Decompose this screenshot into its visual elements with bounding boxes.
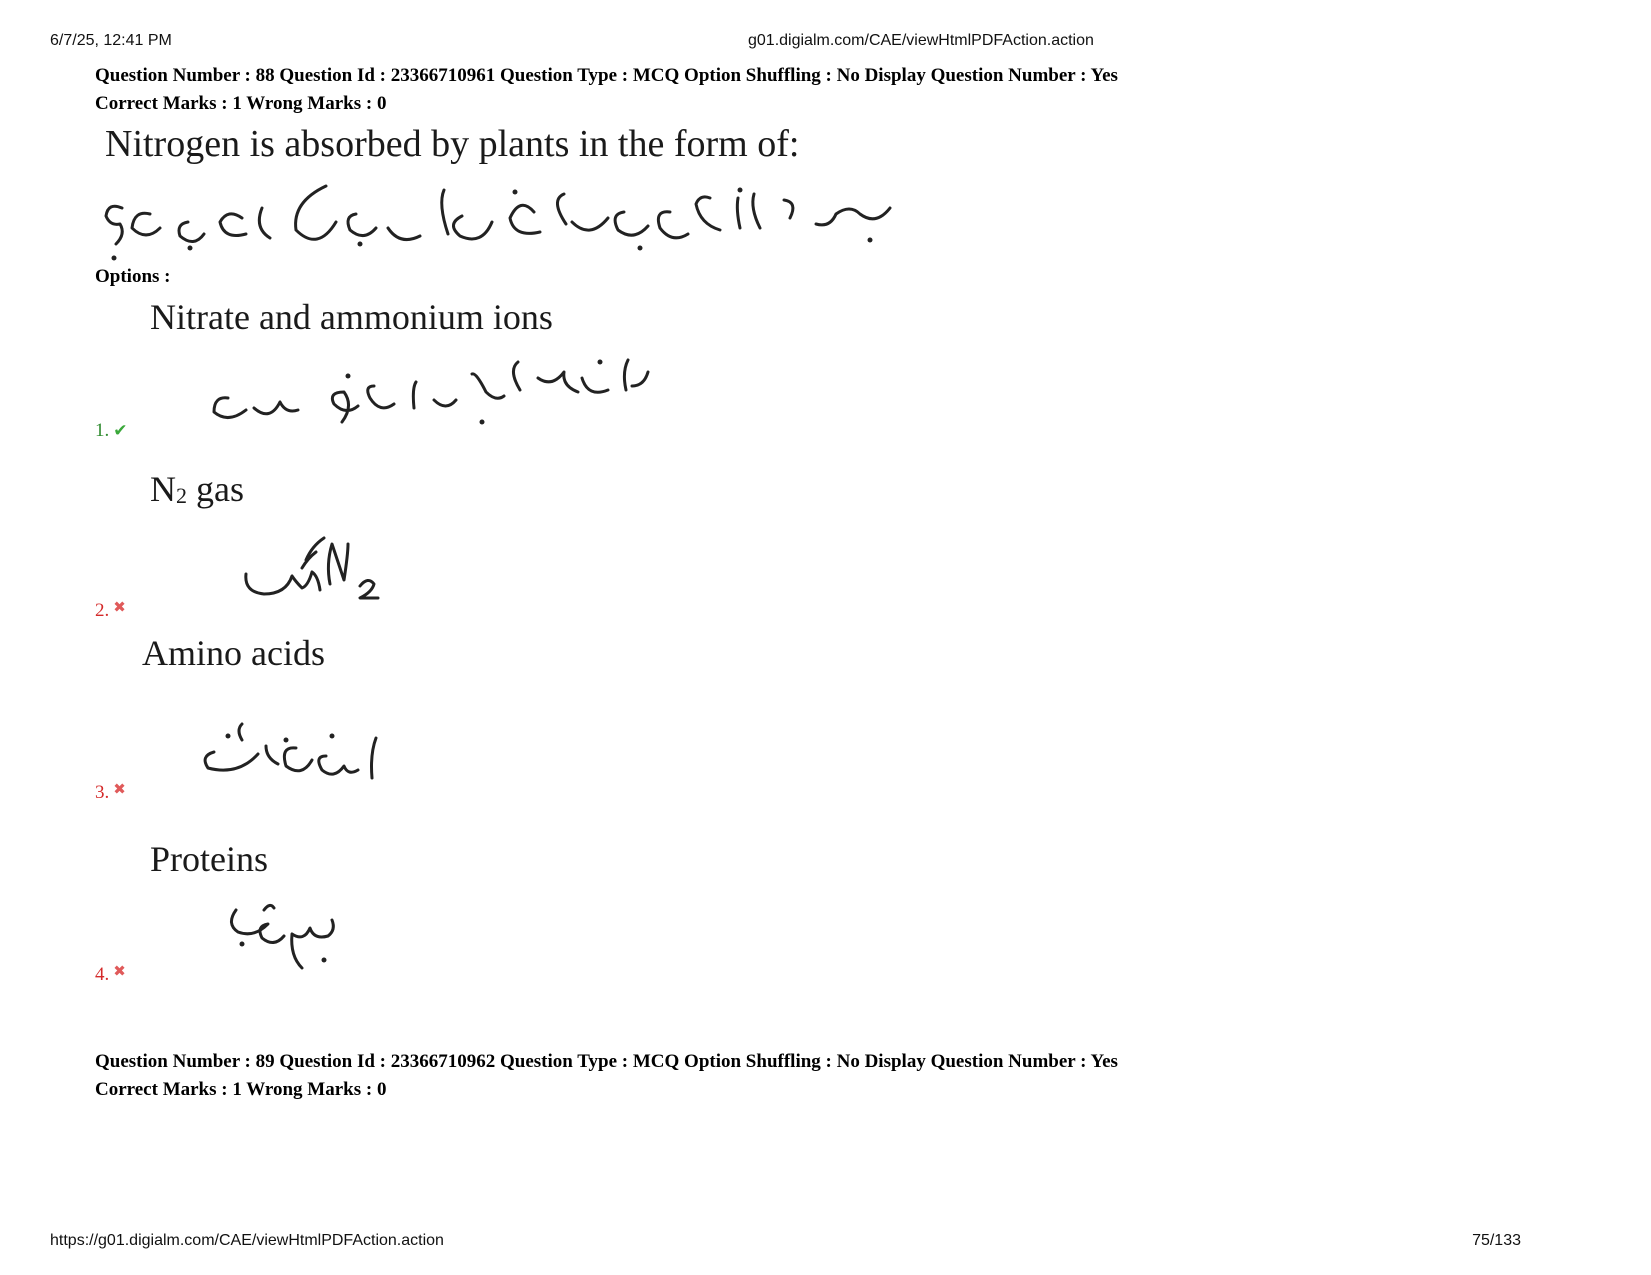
option-3-number: 3. ✖ — [95, 782, 126, 803]
option-2-urdu-handwritten — [240, 534, 400, 614]
option-4-number: 4. ✖ — [95, 964, 126, 985]
question-89-meta — [95, 1048, 1118, 1104]
check-icon: ✔ — [113, 421, 128, 440]
cross-icon: ✖ — [113, 600, 126, 616]
option-3-urdu-handwritten — [192, 720, 392, 800]
options-label: Options : — [95, 266, 171, 287]
option-1-urdu-handwritten — [208, 356, 668, 436]
question-text-urdu-handwritten — [100, 178, 910, 268]
question-meta-line: Question Number : 89 Question Id : 23366710962 Question Type : MCQ Option Shuffling : No Display Question Number : Yes — [95, 1051, 1118, 1072]
question-meta-line: Question Number : 88 Question Id : 23366710961 Question Type : MCQ Option Shuffling : No Display Question Number : Yes — [95, 65, 1118, 86]
print-footer-url: https://g01.digialm.com/CAE/viewHtmlPDFAction.action — [50, 1232, 444, 1249]
question-marks-line: Correct Marks : 1 Wrong Marks : 0 — [95, 1079, 387, 1100]
question-marks-line: Correct Marks : 1 Wrong Marks : 0 — [95, 93, 387, 114]
question-text-english: Nitrogen is absorbed by plants in the form of: — [105, 123, 800, 165]
print-datetime: 6/7/25, 12:41 PM — [50, 32, 172, 49]
option-4-urdu-handwritten — [212, 900, 352, 980]
question-88-meta — [95, 62, 1118, 118]
option-2-number: 2. ✖ — [95, 600, 126, 621]
page-counter: 75/133 — [1472, 1232, 1521, 1249]
option-3-english: Amino acids — [142, 633, 325, 673]
cross-icon: ✖ — [113, 964, 126, 980]
option-1-english: Nitrate and ammonium ions — [150, 297, 553, 337]
print-header-url: g01.digialm.com/CAE/viewHtmlPDFAction.action — [748, 32, 1094, 49]
cross-icon: ✖ — [113, 782, 126, 798]
option-2-english: N2 gas — [150, 469, 244, 509]
option-1-number: 1. ✔ — [95, 420, 128, 441]
option-4-english: Proteins — [150, 839, 269, 879]
